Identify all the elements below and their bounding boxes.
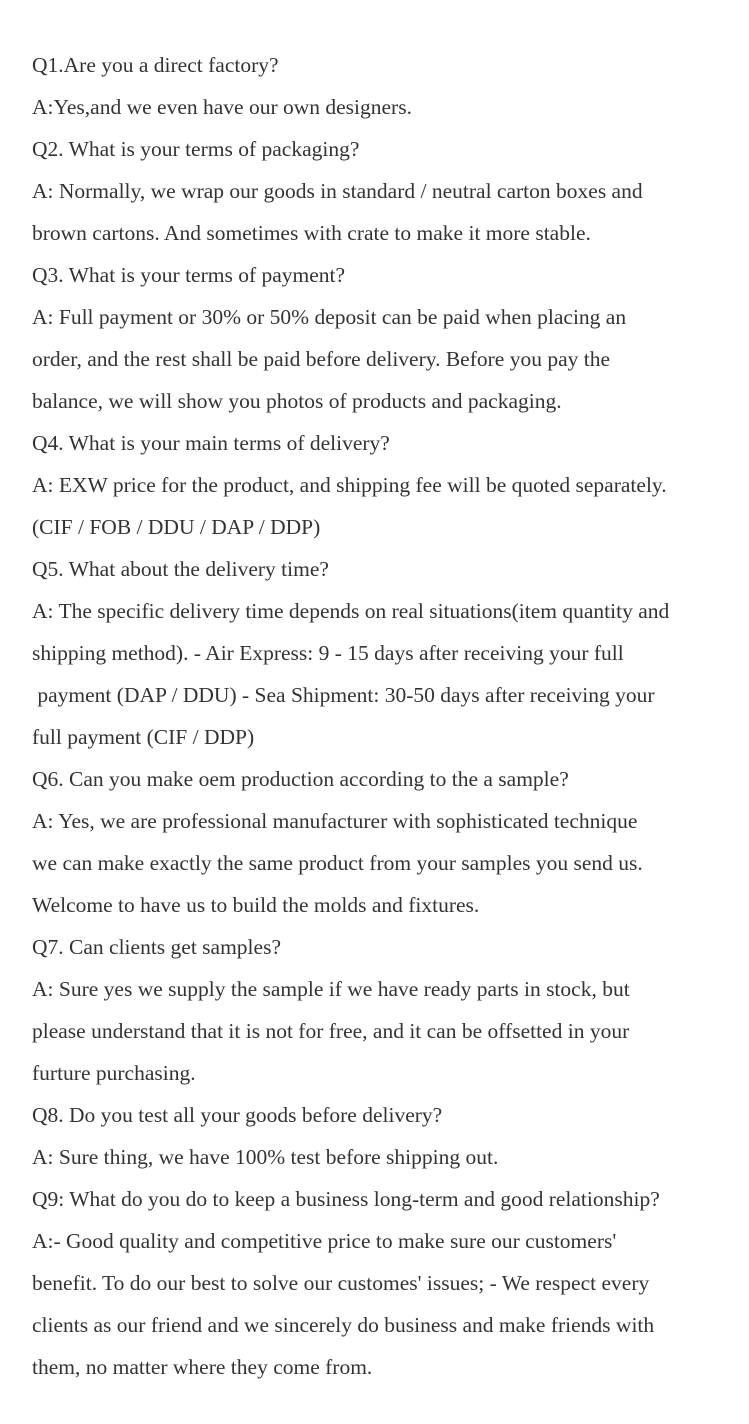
faq-q4-answer-line-2: (CIF / FOB / DDU / DAP / DDP) <box>32 515 321 539</box>
faq-q6-answer-line-3: Welcome to have us to build the molds and fixtures. <box>32 893 480 917</box>
faq-q4-answer-line-1: A: EXW price for the product, and shipping fee will be quoted separately. <box>32 473 667 497</box>
faq-q3-answer-line-2: order, and the rest shall be paid before delivery. Before you pay the <box>32 347 611 371</box>
faq-q4-question: Q4. What is your main terms of delivery? <box>32 431 390 455</box>
faq-q9-answer-line-2: benefit. To do our best to solve our customes' issues; - We respect every <box>32 1271 650 1295</box>
faq-q9-answer-line-1: A:- Good quality and competitive price to make sure our customers' <box>32 1229 617 1253</box>
faq-q2-answer-line-2: brown cartons. And sometimes with crate to make it more stable. <box>32 221 591 245</box>
faq-q5-answer-line-3: payment (DAP / DDU) - Sea Shipment: 30-50 days after receiving your <box>32 683 655 707</box>
faq-q5-question: Q5. What about the delivery time? <box>32 557 329 581</box>
faq-q1-question: Q1.Are you a direct factory? <box>32 53 279 77</box>
faq-q3-answer-line-3: balance, we will show you photos of products and packaging. <box>32 389 562 413</box>
faq-q6-answer-line-1: A: Yes, we are professional manufacturer with sophisticated technique <box>32 809 638 833</box>
faq-q7-answer-line-1: A: Sure yes we supply the sample if we have ready parts in stock, but <box>32 977 630 1001</box>
faq-q5-answer-line-1: A: The specific delivery time depends on real situations(item quantity and <box>32 599 670 623</box>
faq-q8-question: Q8. Do you test all your goods before delivery? <box>32 1103 443 1127</box>
faq-q6-answer-line-2: we can make exactly the same product from your samples you send us. <box>32 851 643 875</box>
faq-q2-question: Q2. What is your terms of packaging? <box>32 137 360 161</box>
faq-q1-answer: A:Yes,and we even have our own designers. <box>32 95 412 119</box>
faq-q9-answer-line-3: clients as our friend and we sincerely do business and make friends with <box>32 1313 655 1337</box>
faq-q6-question: Q6. Can you make oem production according to the a sample? <box>32 767 569 791</box>
faq-q7-question: Q7. Can clients get samples? <box>32 935 281 959</box>
faq-q3-question: Q3. What is your terms of payment? <box>32 263 346 287</box>
faq-q9-answer-line-4: them, no matter where they come from. <box>32 1355 373 1379</box>
faq-q3-answer-line-1: A: Full payment or 30% or 50% deposit can be paid when placing an <box>32 305 627 329</box>
faq-q9-question: Q9: What do you do to keep a business long-term and good relationship? <box>32 1187 660 1211</box>
faq-q8-answer: A: Sure thing, we have 100% test before shipping out. <box>32 1145 499 1169</box>
faq-q5-answer-line-2: shipping method). - Air Express: 9 - 15 days after receiving your full <box>32 641 624 665</box>
faq-q5-answer-line-4: full payment (CIF / DDP) <box>32 725 255 749</box>
faq-q7-answer-line-3: furture purchasing. <box>32 1061 196 1085</box>
faq-q7-answer-line-2: please understand that it is not for free, and it can be offsetted in your <box>32 1019 630 1043</box>
faq-text-block <box>32 44 749 1388</box>
faq-q2-answer-line-1: A: Normally, we wrap our goods in standard / neutral carton boxes and <box>32 179 643 203</box>
